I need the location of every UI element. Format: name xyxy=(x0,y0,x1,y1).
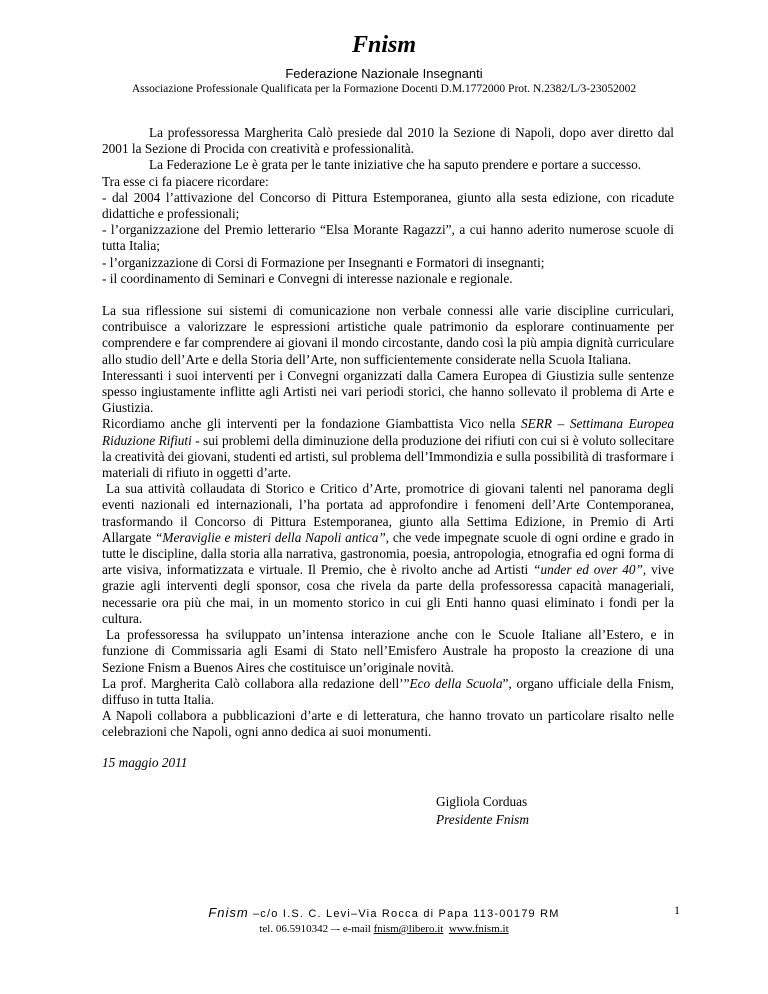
list-item: - l’organizzazione del Premio letterario “Elsa Morante Ragazzi”, a cui hanno aderito numerose scuole di tutta Italia; xyxy=(102,222,674,254)
footer-website-link[interactable]: www.fnism.it xyxy=(448,923,509,935)
paragraph-interventi: Interessanti i suoi interventi per i Convegni organizzati dalla Camera Europea di Giustizia sulle sentenze spesso ingiustamente inflitte agli Artisti nei vari periodi storici, che hanno sollevato il problema di Arte e Giustizia. xyxy=(102,367,674,416)
paragraph-eco xyxy=(102,676,674,708)
paragraph-attivita xyxy=(102,481,674,627)
list-item: - l’organizzazione di Corsi di Formazione per Insegnanti e Formatori di insegnanti; xyxy=(102,254,545,270)
footer-contact-line xyxy=(0,922,768,936)
letter-body xyxy=(102,125,674,829)
paragraph-napoli: A Napoli collabora a pubblicazioni d’arte e di letteratura, che hanno trovato un particolare risalto nelle celebrazioni che Napoli, ogni anno dedica ai suoi monumenti. xyxy=(102,708,674,740)
text-run: ”, organo ufficiale della Fnism, diffuso in tutta Italia. xyxy=(102,675,674,707)
text-run: , vive grazie agli interventi degli sponsor, cosa che rivela da parte della professoressa capacità manageriali, necessarie ora più che mai, in un momento storico in cui gli Enti hanno quasi eliminato i fondi per la cultura. xyxy=(102,562,674,626)
footer-tel: tel. 06.5910342 –- e-mail xyxy=(259,923,374,935)
signature-name: Gigliola Corduas xyxy=(436,793,528,809)
italic-run: “under ed over 40” xyxy=(533,562,643,578)
footer-email-link[interactable]: fnism@libero.it xyxy=(373,923,444,935)
paragraph-riflessione: La sua riflessione sui sistemi di comunicazione non verbale connessi alle varie discipline curriculari, contribuisce a valorizzare le espressioni artistiche quale patrimonio da esplorare continuamente per comprendere e far comprendere ai giovani il mondo circostante, dando così la più ampia dignità curriculare allo studio dell’Arte e della Storia dell’Arte, non sufficientemente considerate nella Scuola Italiana. xyxy=(102,303,674,367)
italic-run: Eco della Scuola xyxy=(409,675,503,691)
paragraph-spacer xyxy=(102,741,674,755)
paragraph-estero: La professoressa ha sviluppato un’intensa interazione anche con le Scuole Italiane all’Estero, e in funzione di Commissaria agli Esami di Stato nell’Emisfero Australe ha proposto la creazione di una Sezione Fnism a Buenos Aires che costituisce un’originale novità. xyxy=(102,627,674,675)
text-run: - sui problemi della diminuzione della produzione dei rifiuti con cui si è voluto sollecitare la creatività dei giovani, studenti ed artisti, sul problema dell’Immondizia e sulla possibilità di trasformare i materiali di rifiuto in oggetti d’arte. xyxy=(102,432,674,481)
paragraph-vico xyxy=(102,416,674,481)
italic-run: SERR – Settimana Europea Riduzione Rifiuti xyxy=(102,416,674,448)
letter-date: 15 maggio 2011 xyxy=(102,754,188,770)
text-run: Ricordiamo anche gli interventi per la fondazione Giambattista Vico nella xyxy=(102,416,522,432)
paragraph-gratitude: La Federazione Le è grata per le tante iniziative che ha saputo prendere e portare a successo. xyxy=(149,157,642,173)
italic-run: “Meraviglie e misteri della Napoli antica” xyxy=(154,529,386,545)
footer-address: –c/o I.S. C. Levi–Via Rocca di Papa 113-00179 RM xyxy=(248,908,560,920)
text-run: , che vede impegnate scuole di ogni ordine e grado in tutte le discipline, dalla storia alla narrativa, gastronomia, poesia, antropologia, etnografia ed ogni forma di arte visiva, informatizzata e virtuale. Il Premio, che è rivolto anche ad Artisti xyxy=(102,529,674,578)
text-run: La sua attività collaudata di Storico e Critico d’Arte, promotrice di giovani talenti nel panorama degli eventi nazionali ed internazionali, l’ha portata ad approfondire i fenomeni dell’Arte Contemporanea, trasformando il Concorso di Pittura Estemporanea, giunto alla Settima Edizione, in Premio di Arti Allargate xyxy=(102,481,674,545)
paragraph-list-intro: Tra esse ci fa piacere ricordare: xyxy=(102,173,269,189)
list-item: - il coordinamento di Seminari e Convegni di interesse nazionale e regionale. xyxy=(102,270,513,286)
page-number: 1 xyxy=(674,903,680,917)
list-item: - dal 2004 l’attivazione del Concorso di Pittura Estemporanea, giunto alla sesta edizione, con ricadute didattiche e professionali; xyxy=(102,189,674,222)
footer-brand: Fnism xyxy=(208,905,249,920)
text-run: La prof. Margherita Calò collabora alla redazione dell’” xyxy=(102,675,410,691)
letterhead-title: Fnism xyxy=(351,32,417,58)
paragraph-spacer xyxy=(102,287,674,303)
signature-block xyxy=(436,793,674,829)
signature-role: Presidente Fnism xyxy=(436,811,529,827)
letterhead-subtitle: Federazione Nazionale Insegnanti xyxy=(285,66,483,81)
letterhead-association: Associazione Professionale Qualificata per la Formazione Docenti D.M.1772000 Prot. N.2382/L/3-23052002 xyxy=(131,83,637,95)
footer-address-line xyxy=(0,906,768,921)
paragraph-intro: La professoressa Margherita Calò presiede dal 2010 la Sezione di Napoli, dopo aver diretto dal 2001 la Sezione di Procida con creatività e professionalità. xyxy=(102,125,674,157)
